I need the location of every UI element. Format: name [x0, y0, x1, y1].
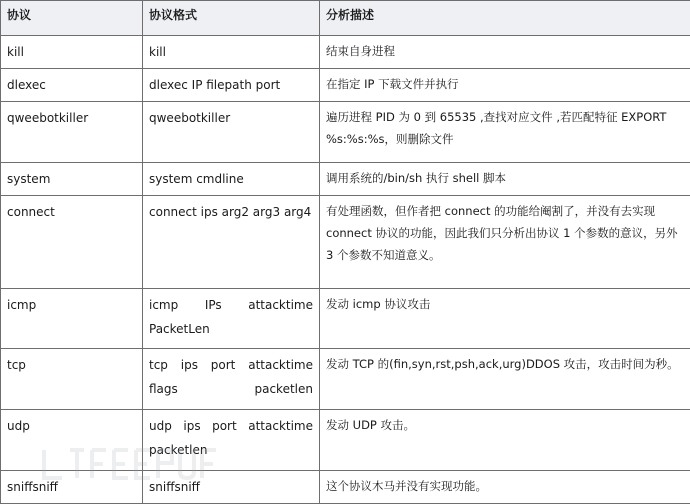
- cell-format: sniffsniff: [143, 471, 320, 504]
- cell-format: connect ips arg2 arg3 arg4: [143, 196, 320, 289]
- cell-protocol: system: [1, 163, 143, 196]
- table-row: [1, 410, 690, 471]
- cell-description: 结束自身进程: [320, 36, 690, 69]
- table-row: [1, 36, 690, 69]
- header-format: 协议格式: [143, 1, 320, 36]
- cell-protocol: qweebotkiller: [1, 102, 143, 163]
- cell-protocol: kill: [1, 36, 143, 69]
- cell-protocol: connect: [1, 196, 143, 289]
- cell-protocol: udp: [1, 410, 143, 471]
- cell-format: dlexec IP filepath port: [143, 69, 320, 102]
- cell-description: 发动 icmp 协议攻击: [320, 289, 690, 349]
- cell-description: 调用系统的/bin/sh 执行 shell 脚本: [320, 163, 690, 196]
- table-row: [1, 102, 690, 163]
- cell-format: tcp ips port attacktime flags packetlen: [143, 349, 320, 410]
- cell-protocol: dlexec: [1, 69, 143, 102]
- table-header-row: [1, 1, 690, 36]
- cell-description: 这个协议木马并没有实现功能。: [320, 471, 690, 504]
- cell-format: udp ips port attacktime packetlen: [143, 410, 320, 471]
- cell-description: 有处理函数，但作者把 connect 的功能给阉割了，并没有去实现 connect 协议的功能，因此我们只分析出协议 1 个参数的意议，另外 3 个参数不知道意义。: [320, 196, 690, 289]
- table-row: [1, 349, 690, 410]
- header-description: 分析描述: [320, 1, 690, 36]
- table-row: [1, 69, 690, 102]
- cell-protocol: sniffsniff: [1, 471, 143, 504]
- cell-description: 在指定 IP 下载文件并执行: [320, 69, 690, 102]
- table-row: [1, 289, 690, 349]
- cell-description: 发动 TCP 的(fin,syn,rst,psh,ack,urg)DDOS 攻击，攻击时间为秒。: [320, 349, 690, 410]
- cell-format: kill: [143, 36, 320, 69]
- cell-format: system cmdline: [143, 163, 320, 196]
- cell-format: qweebotkiller: [143, 102, 320, 163]
- cell-description: 遍历进程 PID 为 0 到 65535 ,查找对应文件 ,若匹配特征 EXPORT %s:%s:%s，则删除文件: [320, 102, 690, 163]
- header-protocol: 协议: [1, 1, 143, 36]
- cell-format: icmp IPs attacktime PacketLen: [143, 289, 320, 349]
- table-row: [1, 163, 690, 196]
- cell-description: 发动 UDP 攻击。: [320, 410, 690, 471]
- table-row: [1, 471, 690, 504]
- cell-protocol: icmp: [1, 289, 143, 349]
- table-row: [1, 196, 690, 289]
- cell-protocol: tcp: [1, 349, 143, 410]
